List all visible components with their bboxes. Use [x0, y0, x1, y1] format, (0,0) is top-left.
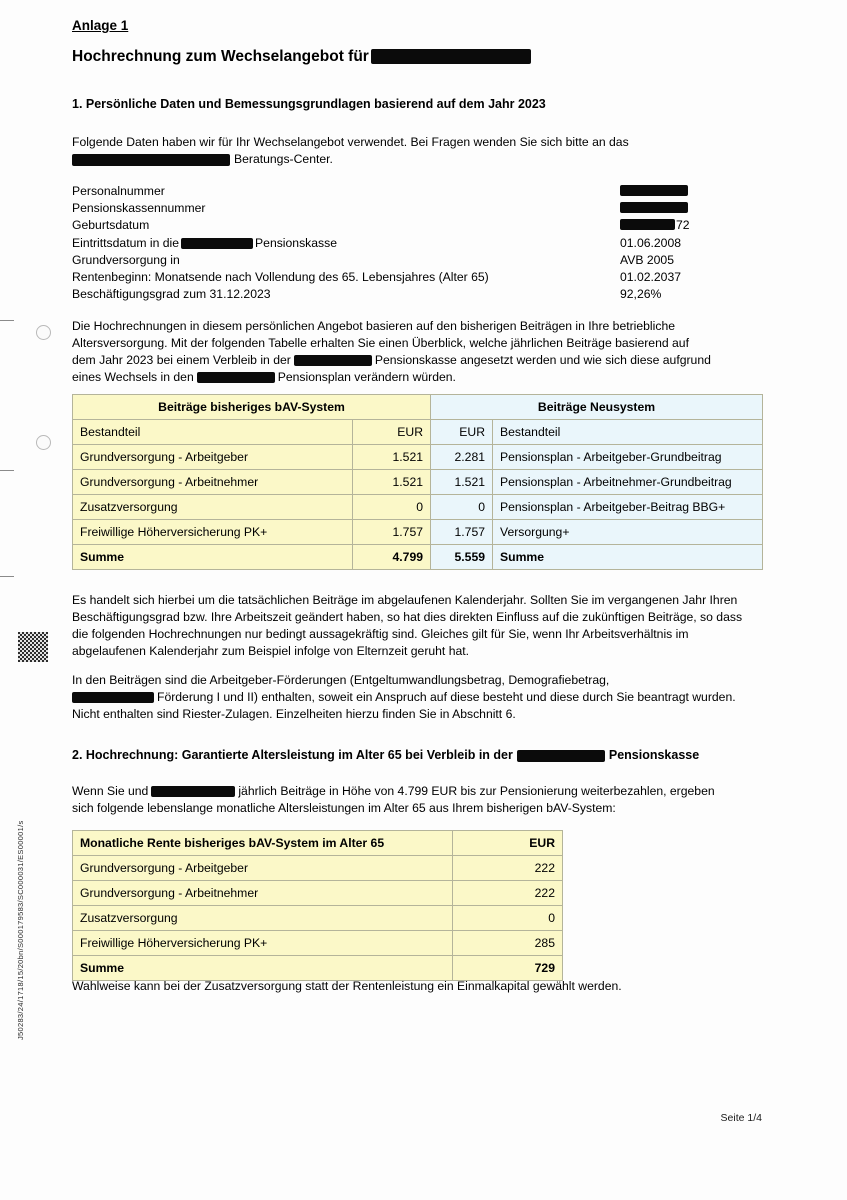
basis-line-4-pre: eines Wechsels in den — [72, 370, 194, 384]
pension-header-unit: EUR — [453, 831, 563, 856]
attachment-label: Anlage 1 — [72, 18, 129, 33]
table-row — [73, 856, 563, 881]
pension-row-label: Freiwillige Höherversicherung PK+ — [73, 931, 453, 956]
col-header-bestandteil-right: Bestandteil — [493, 420, 763, 445]
row-value-left: 0 — [353, 495, 431, 520]
row-label-left: Zusatzversorgung — [73, 495, 353, 520]
redacted-value — [620, 185, 688, 196]
fact-value: 72 — [676, 218, 690, 233]
section-1-heading: 1. Persönliche Daten und Bemessungsgrundlagen basierend auf dem Jahr 2023 — [72, 97, 546, 111]
table-row — [73, 495, 763, 520]
table-header-row — [73, 831, 563, 856]
fact-label: Grundversorgung in — [72, 252, 180, 267]
table-sum-row — [73, 956, 563, 981]
redacted-company — [72, 692, 154, 703]
row-label-right: Pensionsplan - Arbeitnehmer-Grundbeitrag — [493, 470, 763, 495]
sum-label-left: Summe — [73, 545, 353, 570]
sec2-line-2: sich folgende lebenslange monatliche Altersleistungen im Alter 65 aus Ihrem bisherigen bAV-System: — [72, 801, 616, 815]
row-label-left: Grundversorgung - Arbeitgeber — [73, 445, 353, 470]
row-value-left: 1.521 — [353, 470, 431, 495]
fact-label: Pensionskassennummer — [72, 201, 206, 216]
sum-value-left: 4.799 — [353, 545, 431, 570]
page-footer: Seite 1/4 — [720, 1112, 762, 1124]
table-group-header-row — [73, 395, 763, 420]
table-column-header-row — [73, 420, 763, 445]
col-header-eur-left: EUR — [353, 420, 431, 445]
pension-row-label: Zusatzversorgung — [73, 906, 453, 931]
sum-label-right: Summe — [493, 545, 763, 570]
redacted-company — [197, 372, 275, 383]
section-1-intro — [72, 134, 732, 168]
pension-row-label: Grundversorgung - Arbeitgeber — [73, 856, 453, 881]
pension-sum-value: 729 — [453, 956, 563, 981]
row-value-right: 2.281 — [431, 445, 493, 470]
fact-row-beschaeftigungsgrad — [72, 286, 762, 303]
basis-line-3-post: Pensionskasse angesetzt werden und wie sich diese aufgrund — [374, 353, 711, 367]
table-row — [73, 881, 563, 906]
redacted-value — [620, 219, 675, 230]
table-row — [73, 906, 563, 931]
group-header-left: Beiträge bisheriges bAV-System — [73, 395, 431, 420]
qr-code — [18, 632, 48, 662]
redacted-company — [151, 786, 235, 797]
basis-line-3-pre: dem Jahr 2023 bei einem Verbleib in der — [72, 353, 291, 367]
fact-row-rentenbeginn — [72, 269, 762, 286]
fact-label: Rentenbeginn: Monatsende nach Vollendung des 65. Lebensjahres (Alter 65) — [72, 269, 489, 284]
fact-value: 01.06.2008 — [620, 235, 681, 250]
redacted-value — [620, 202, 688, 213]
margin-tick — [0, 470, 14, 471]
fact-label: Personalnummer — [72, 184, 165, 198]
pension-row-value: 222 — [453, 881, 563, 906]
punch-hole-mark — [36, 325, 51, 340]
redacted-company — [517, 750, 605, 762]
basis-line-2: Altersversorgung. Mit der folgenden Tabelle erhalten Sie einen Überblick, welche jährlichen Beiträge basierend auf — [72, 336, 689, 350]
row-value-left: 1.757 — [353, 520, 431, 545]
margin-tick — [0, 576, 14, 577]
personal-data-list — [72, 183, 762, 303]
fact-row-pensionskassennummer — [72, 200, 762, 217]
table-row — [73, 445, 763, 470]
row-label-right: Pensionsplan - Arbeitgeber-Grundbeitrag — [493, 445, 763, 470]
pension-header-label: Monatliche Rente bisheriges bAV-System im Alter 65 — [73, 831, 453, 856]
basis-line-4-post: Pensionsplan verändern würden. — [277, 370, 456, 384]
row-value-left: 1.521 — [353, 445, 431, 470]
intro-line-1: Folgende Daten haben wir für Ihr Wechselangebot verwendet. Bei Fragen wenden Sie sich bitte an das — [72, 135, 629, 149]
row-label-left: Grundversorgung - Arbeitnehmer — [73, 470, 353, 495]
fact-value: AVB 2005 — [620, 252, 674, 267]
table-sum-row — [73, 545, 763, 570]
sec2-line-1-pre: Wenn Sie und — [72, 784, 149, 798]
pension-row-value: 285 — [453, 931, 563, 956]
row-label-left: Freiwillige Höherversicherung PK+ — [73, 520, 353, 545]
fact-row-geburtsdatum — [72, 217, 762, 234]
row-value-right: 1.521 — [431, 470, 493, 495]
col-header-bestandteil-left: Bestandteil — [73, 420, 353, 445]
pension-table — [72, 830, 563, 981]
note2-line-1: In den Beiträgen sind die Arbeitgeber-Förderungen (Entgeltumwandlungsbetrag, Demografiebetrag, — [72, 673, 610, 687]
page-title — [72, 48, 531, 66]
table-row — [73, 470, 763, 495]
row-value-right: 1.757 — [431, 520, 493, 545]
intro-line-2: Beratungs-Center. — [234, 152, 333, 166]
pension-row-value: 0 — [453, 906, 563, 931]
punch-hole-mark — [36, 435, 51, 450]
fact-value: 01.02.2037 — [620, 269, 681, 284]
pension-row-label: Grundversorgung - Arbeitnehmer — [73, 881, 453, 906]
section-2-paragraph — [72, 783, 744, 817]
redacted-company — [181, 238, 253, 249]
fact-row-eintrittsdatum — [72, 235, 762, 252]
note2-line-3: Nicht enthalten sind Riester-Zulagen. Einzelheiten hierzu finden Sie in Abschnitt 6. — [72, 707, 516, 721]
page-title-text: Hochrechnung zum Wechselangebot für — [72, 48, 369, 65]
basis-line-1: Die Hochrechnungen in diesem persönlichen Angebot basieren auf den bisherigen Beiträgen in Ihre betriebliche — [72, 319, 676, 333]
closing-paragraph: Wahlweise kann bei der Zusatzversorgung statt der Rentenleistung ein Einmalkapital gewählt werden. — [72, 979, 622, 993]
note2-line-2: Förderung I und II) enthalten, soweit ein Anspruch auf diese besteht und diese durch Sie beantragt wurden. — [157, 690, 736, 704]
margin-tick — [0, 320, 14, 321]
redacted-company — [72, 154, 230, 166]
fact-label-post: Pensionskasse — [255, 235, 338, 250]
contributions-note-1: Es handelt sich hierbei um die tatsächlichen Beiträge im abgelaufenen Kalenderjahr. Sollten Sie im vergangenen Jahr Ihren Beschäftigungsgrad bzw. Ihre Arbeitszeit geändert haben, so hat dies direkten Einfluss auf die zukünftigen Beiträge, so dass die folgenden Hochrechnungen nur bedingt aussagekräftig sind. Gleiches gilt für Sie, wenn Ihr Arbeitsverhältnis im abgelaufenen Kalenderjahr zum Beispiel infolge von Elternzeit geruht hat. — [72, 593, 743, 658]
redacted-name — [371, 49, 531, 64]
section-2-heading-pre: 2. Hochrechnung: Garantierte Altersleistung im Alter 65 bei Verbleib in der — [72, 748, 513, 762]
group-header-right: Beiträge Neusystem — [431, 395, 763, 420]
sec2-line-1-post: jährlich Beiträge in Höhe von 4.799 EUR bis zur Pensionierung weiterbezahlen, ergeben — [238, 784, 715, 798]
fact-label: Geburtsdatum — [72, 218, 150, 233]
contributions-table — [72, 394, 763, 570]
section-2-heading-post: Pensionskasse — [608, 748, 700, 762]
row-label-right: Pensionsplan - Arbeitgeber-Beitrag BBG+ — [493, 495, 763, 520]
pension-row-value: 222 — [453, 856, 563, 881]
section-2-heading — [72, 748, 699, 762]
col-header-eur-right: EUR — [431, 420, 493, 445]
redacted-company — [294, 355, 372, 366]
section-1-basis-paragraph — [72, 318, 737, 386]
fact-label: Beschäftigungsgrad zum 31.12.2023 — [72, 287, 271, 302]
row-label-right: Versorgung+ — [493, 520, 763, 545]
fact-row-grundversorgung — [72, 252, 762, 269]
contributions-note-2 — [72, 672, 744, 723]
table-row — [73, 520, 763, 545]
sum-value-right: 5.559 — [431, 545, 493, 570]
fact-label-pre: Eintrittsdatum in die — [72, 235, 180, 250]
row-value-right: 0 — [431, 495, 493, 520]
fact-row-personalnummer — [72, 183, 762, 200]
side-barcode-text: J50283/24/1718/15/20bn/S000179583/SC000031/ES00001/s — [16, 820, 25, 1040]
fact-value: 92,26% — [620, 287, 662, 302]
pension-sum-label: Summe — [73, 956, 453, 981]
table-row — [73, 931, 563, 956]
